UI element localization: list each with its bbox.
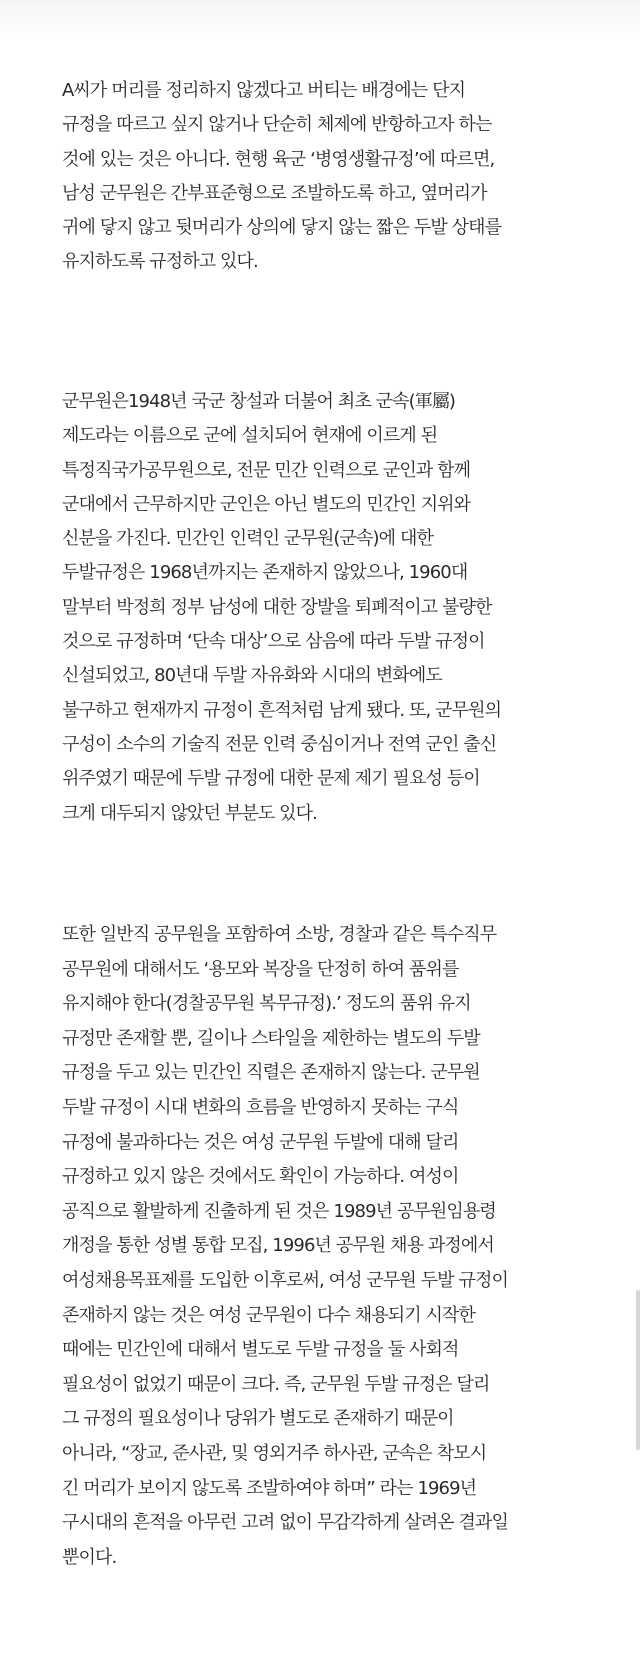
text-line: 여성채용목표제를 도입한 이후로써, 여성 군무원 두발 규정이 [62,1269,508,1291]
text-line: 두발 규정이 시대 변화의 흐름을 반영하지 못하는 구식 [62,1096,459,1118]
text-line: 공직으로 활발하게 진출하게 된 것은 1989년 공무원임용령 [62,1200,496,1222]
text-line: 남성 군무원은 간부표준형으로 조발하도록 하고, 옆머리가 [62,182,487,204]
text-line: 긴 머리가 보이지 않도록 조발하여야 하며” 라는 1969년 [62,1477,477,1499]
text-line: 군무원은1948년 국군 창설과 더불어 최초 군속(軍屬) [62,391,456,412]
text-line: 그 규정의 필요성이나 당위가 별도로 존재하기 때문이 [62,1408,454,1430]
text-line: 또한 일반직 공무원을 포함하여 소방, 경찰과 같은 특수직무 [62,924,497,945]
top-fade [0,0,640,40]
text-line: 필요성이 없었기 때문이 크다. 즉, 군무원 두발 규정은 달리 [62,1373,490,1395]
paragraph-3 [62,918,622,1575]
text-line: 말부터 박정희 정부 남성에 대한 장발을 퇴폐적이고 불량한 [62,596,492,618]
text-line: 특정직국가공무원으로, 전문 민간 인력으로 군인과 함께 [62,459,471,481]
text-line: 신설되었고, 80년대 두발 자유화와 시대의 변화에도 [62,665,442,687]
text-line: 위주였기 때문에 두발 규정에 대한 문제 제기 필요성 등이 [62,768,480,790]
text-line: 때에는 민간인에 대해서 별도로 두발 규정을 둘 사회적 [62,1339,459,1361]
text-line: 규정을 두고 있는 민간인 직렬은 존재하지 않는다. 군무원 [62,1062,480,1084]
text-line: 규정하고 있지 않은 것에서도 확인이 가능하다. 여성이 [62,1166,459,1188]
text-line: 규정을 따르고 싶지 않거나 단순히 체제에 반항하고자 하는 [62,114,492,136]
text-line: A씨가 머리를 정리하지 않겠다고 버티는 배경에는 단지 [62,80,466,101]
text-line: 공무원에 대해서도 ‘용모와 복장을 단정히 하여 품위를 [62,958,459,980]
text-line: 뿐이다. [62,1546,117,1568]
paragraph-2 [62,385,622,831]
text-line: 크게 대두되지 않았던 부분도 있다. [62,802,317,824]
text-line: 규정에 불과하다는 것은 여성 군무원 두발에 대해 달리 [62,1131,459,1153]
text-line: 불구하고 현재까지 규정이 흔적처럼 남게 됐다. 또, 군무원의 [62,699,502,721]
text-line: 신분을 가진다. 민간인 인력인 군무원(군속)에 대한 [62,528,433,550]
text-line: 군대에서 근무하지만 군인은 아닌 별도의 민간인 지위와 [62,493,471,515]
scrollbar[interactable] [636,1290,640,1450]
text-line: 유지하도록 규정하고 있다. [62,251,258,273]
text-line: 구성이 소수의 기술직 전문 인력 중심이거나 전역 군인 출신 [62,733,497,755]
text-line: 구시대의 흔적을 아무런 고려 없이 무감각하게 살려온 결과일 [62,1512,508,1534]
text-line: 존재하지 않는 것은 여성 군무원이 다수 채용되기 시작한 [62,1304,475,1326]
text-line: 유지해야 한다(경찰공무원 복무규정).’ 정도의 품위 유지 [62,993,471,1015]
text-line: 귀에 닿지 않고 뒷머리가 상의에 닿지 않는 짧은 두발 상태를 [62,217,502,239]
text-line: 규정만 존재할 뿐, 길이나 스타일을 제한하는 별도의 두발 [62,1027,480,1049]
text-line: 것에 있는 것은 아니다. 현행 육군 ‘병영생활규정’에 따르면, [62,148,495,170]
text-line: 아니라, “장교, 준사관, 및 영외거주 하사관, 군속은 착모시 [62,1442,487,1464]
text-line: 두발규정은 1968년까지는 존재하지 않았으나, 1960대 [62,562,468,584]
text-line: 개정을 통한 성별 통합 모집, 1996년 공무원 채용 과정에서 [62,1235,494,1257]
text-line: 것으로 규정하며 ‘단속 대상’으로 삼음에 따라 두발 규정이 [62,631,485,653]
text-line: 제도라는 이름으로 군에 설치되어 현재에 이르게 된 [62,425,438,447]
paragraph-1 [62,74,622,280]
